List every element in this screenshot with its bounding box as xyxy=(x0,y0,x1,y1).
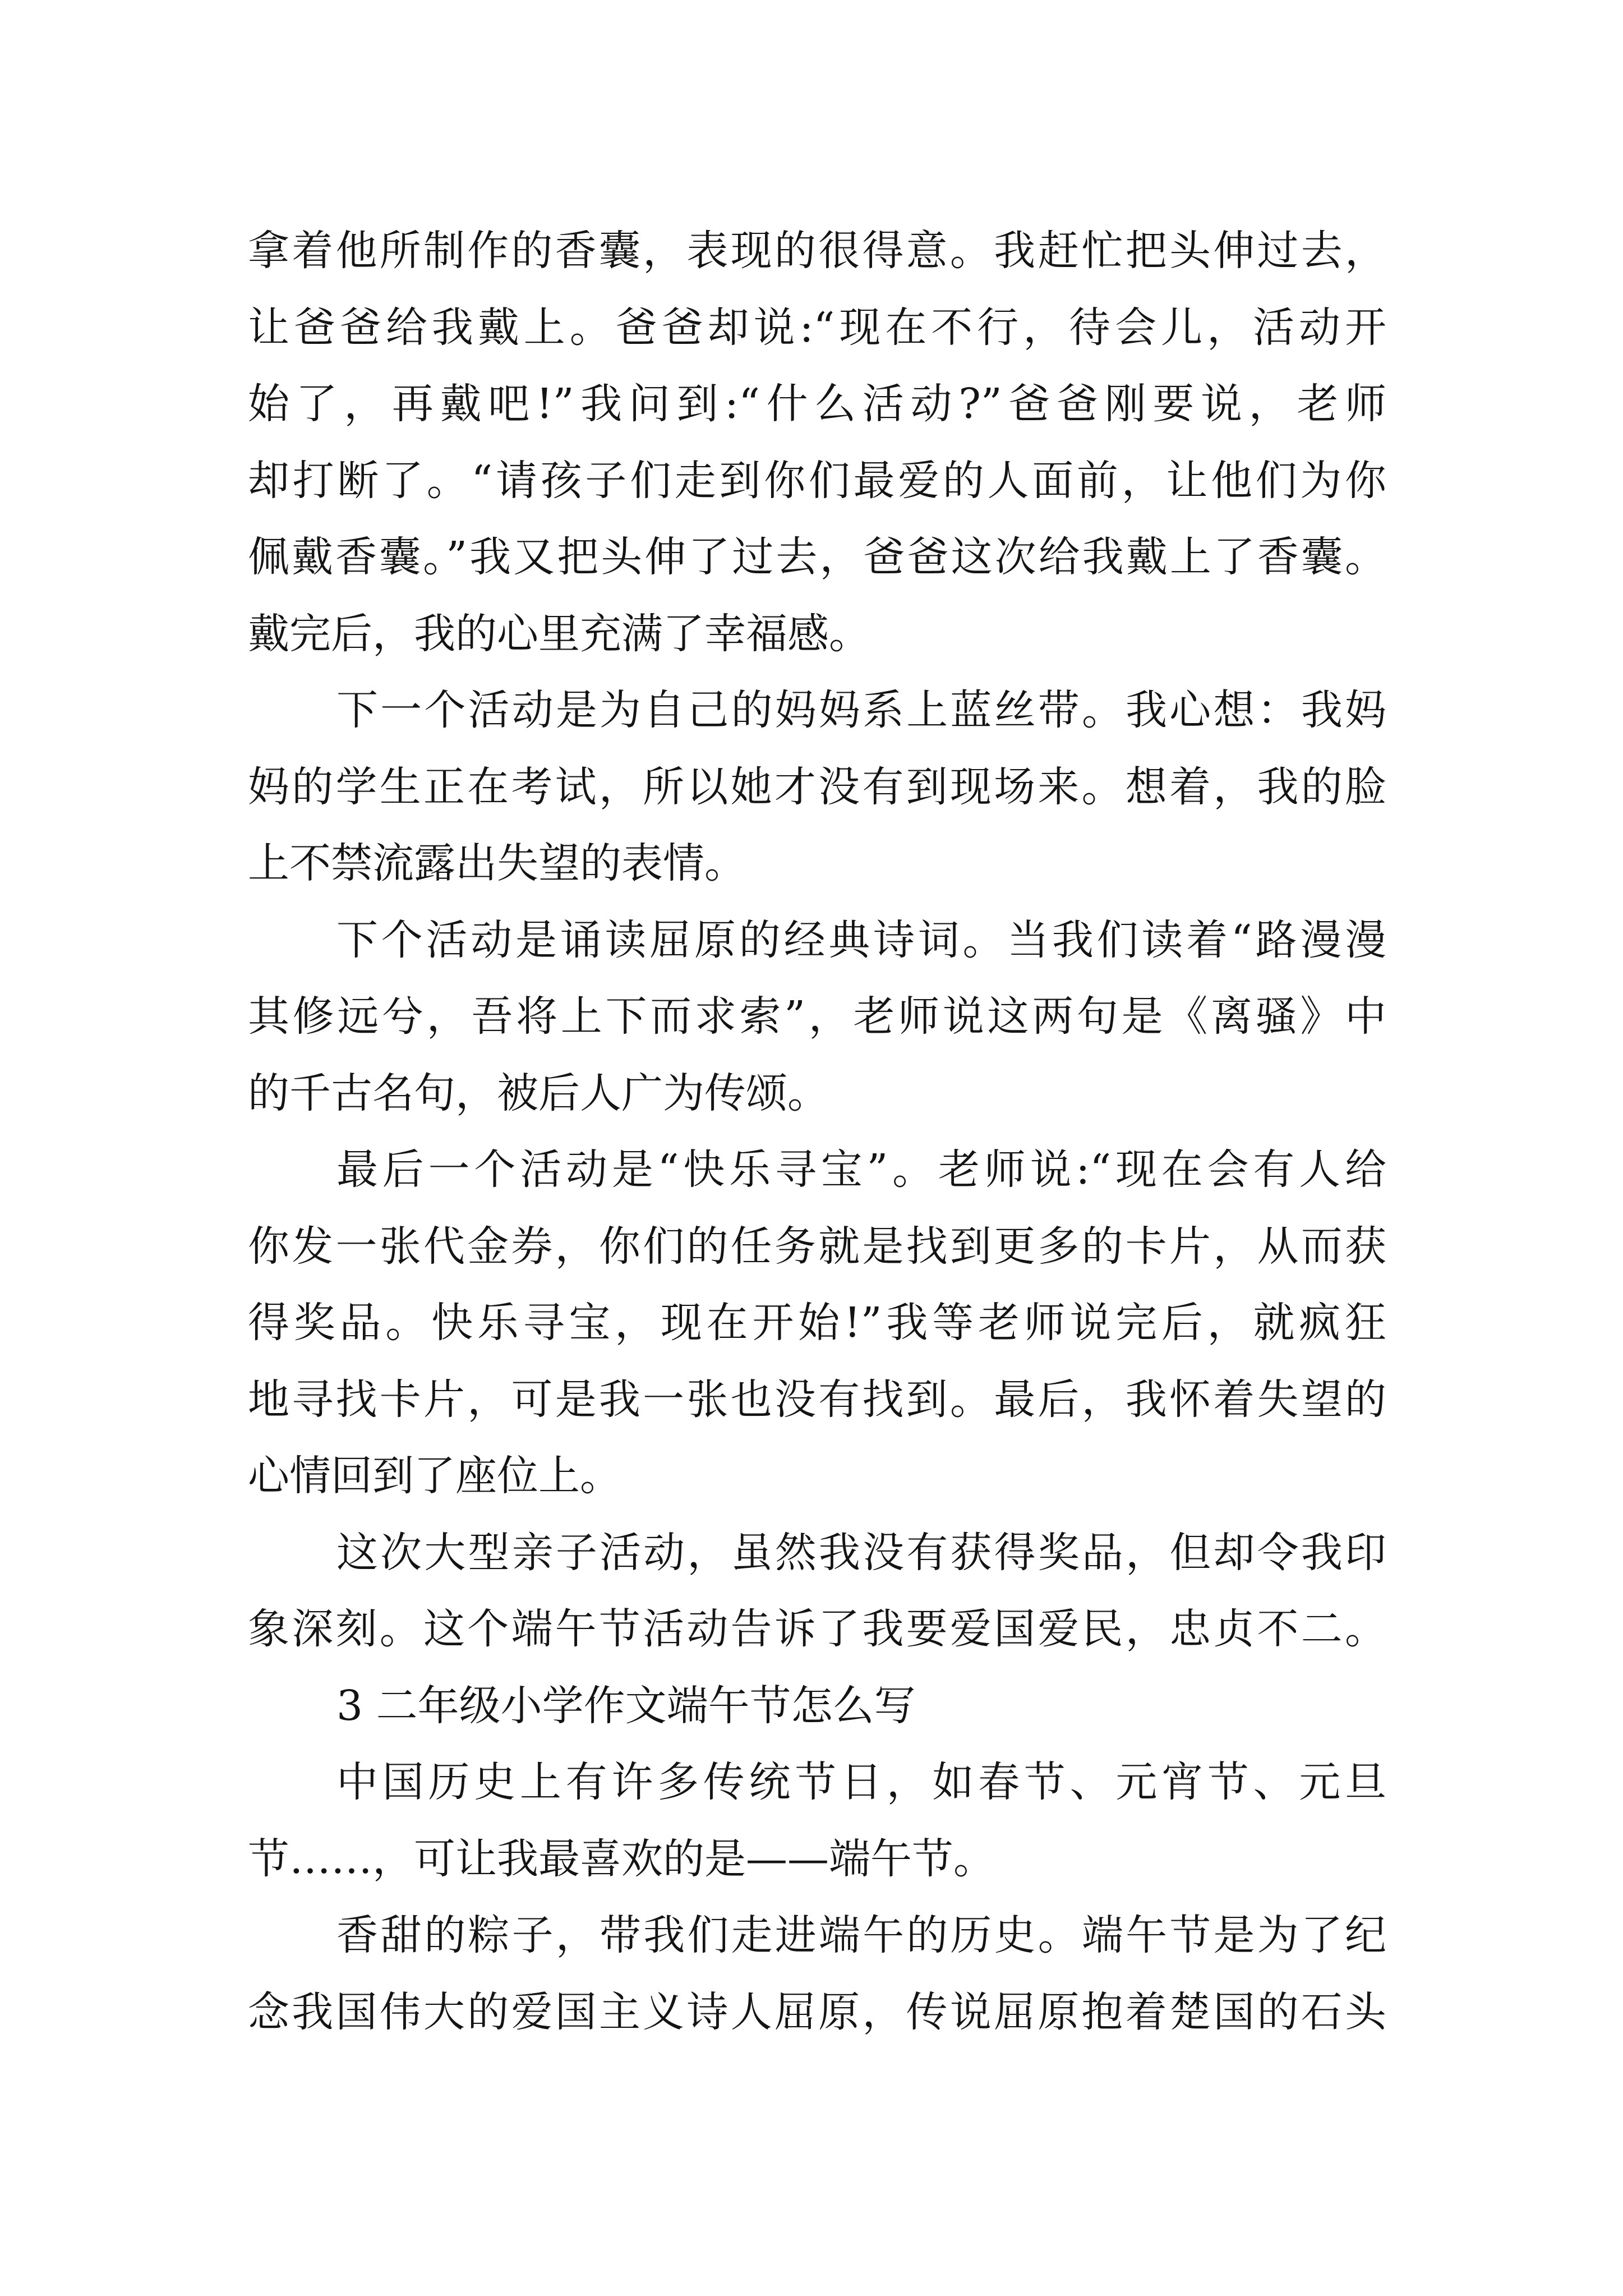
text-line: 念我国伟大的爱国主义诗人屈原，传说屈原抱着楚国的石头 xyxy=(248,1987,1386,2036)
paragraph xyxy=(248,1131,1386,1515)
text-line: 佩戴香囊。”我又把头伸了过去，爸爸这次给我戴上了香囊。 xyxy=(248,533,1386,581)
paragraph xyxy=(248,213,1386,672)
text-line: 香甜的粽子，带我们走进端午的历史。端午节是为了纪 xyxy=(336,1911,1386,1959)
paragraph xyxy=(248,672,1386,902)
text-line: 得奖品。快乐寻宝，现在开始!”我等老师说完后，就疯狂 xyxy=(248,1299,1386,1347)
section-heading: 3 二年级小学作文端午节怎么写 xyxy=(336,1681,916,1730)
paragraph xyxy=(248,1897,1386,2050)
text-line: 象深刻。这个端午节活动告诉了我要爱国爱民，忠贞不二。 xyxy=(248,1605,1386,1653)
paragraph xyxy=(248,1515,1386,1668)
text-line: 上不禁流露出失望的表情。 xyxy=(248,839,746,887)
text-line: 最后一个活动是“快乐寻宝”。老师说:“现在会有人给 xyxy=(336,1145,1386,1194)
text-line: 拿着他所制作的香囊，表现的很得意。我赶忙把头伸过去， xyxy=(248,227,1386,275)
text-line: 节……，可让我最喜欢的是——端午节。 xyxy=(248,1834,995,1883)
paragraph xyxy=(248,1744,1386,1897)
text-line: 让爸爸给我戴上。爸爸却说:“现在不行，待会儿，活动开 xyxy=(248,303,1386,352)
text-line: 却打断了。“请孩子们走到你们最爱的人面前，让他们为你 xyxy=(248,456,1386,505)
body-text xyxy=(248,213,1386,2050)
text-line: 下个活动是诵读屈原的经典诗词。当我们读着“路漫漫 xyxy=(336,915,1386,964)
text-line: 地寻找卡片，可是我一张也没有找到。最后，我怀着失望的 xyxy=(248,1375,1386,1424)
text-line: 始了，再戴吧!”我问到:“什么活动?”爸爸刚要说，老师 xyxy=(248,380,1386,428)
text-line: 其修远兮，吾将上下而求索”，老师说这两句是《离骚》中 xyxy=(248,992,1386,1041)
text-line: 心情回到了座位上。 xyxy=(248,1452,621,1500)
text-line: 妈的学生正在考试，所以她才没有到现场来。想着，我的脸 xyxy=(248,762,1386,811)
text-line: 这次大型亲子活动，虽然我没有获得奖品，但却令我印 xyxy=(336,1528,1386,1577)
text-line: 的千古名句，被后人广为传颂。 xyxy=(248,1069,829,1117)
text-line: 你发一张代金券，你们的任务就是找到更多的卡片，从而获 xyxy=(248,1222,1386,1271)
text-line: 下一个活动是为自己的妈妈系上蓝丝带。我心想：我妈 xyxy=(336,686,1386,734)
paragraph xyxy=(248,902,1386,1132)
text-line: 中国历史上有许多传统节日，如春节、元宵节、元旦 xyxy=(336,1758,1386,1806)
text-line: 戴完后，我的心里充满了幸福感。 xyxy=(248,609,870,658)
